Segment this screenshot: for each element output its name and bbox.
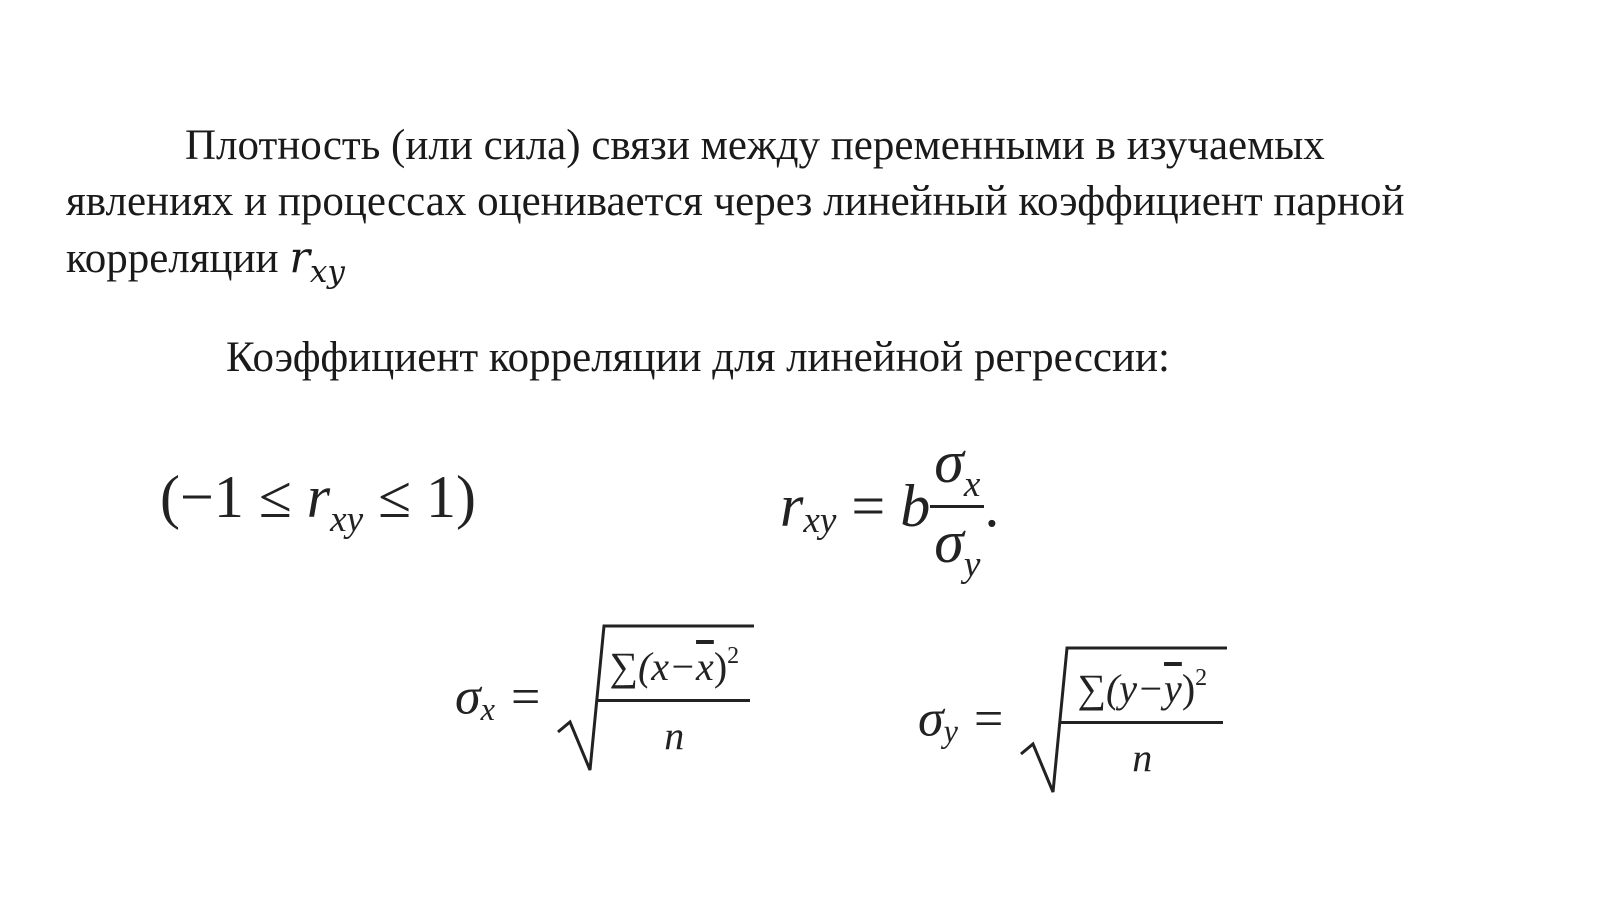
sigma-y-num-bar: $\overline{y}$ <box>1164 665 1182 711</box>
sigma-x-formula <box>455 622 756 772</box>
rxy-num-sub: x <box>963 464 981 506</box>
rxy-num-sigma: σ <box>934 429 964 495</box>
sigma-x-num-close: ) <box>713 643 728 689</box>
sigma-x-fraction-bar <box>598 699 750 702</box>
ineq-r: r <box>306 464 331 530</box>
sigma-y-fraction <box>1061 650 1223 786</box>
sigma-y-fraction-bar <box>1061 721 1223 724</box>
rxy-fraction <box>930 429 984 586</box>
sigma-x-symbol: σ <box>455 668 481 726</box>
sigma-y-sqrt <box>1019 644 1229 794</box>
sigma-x-num-bar: $\overline{x}$ <box>696 643 714 689</box>
sigma-y-num-close: ) <box>1181 665 1196 711</box>
intro-paragraph <box>66 118 1536 290</box>
ineq-open: (−1 ≤ <box>160 464 307 530</box>
rxy-den-sigma: σ <box>934 509 964 575</box>
sigma-y-num-sum: ∑(y− <box>1077 665 1165 711</box>
rxy-formula <box>780 430 999 590</box>
rxy-den-sub: y <box>963 544 981 586</box>
intro-line-1: Плотность (или сила) связи между переменными в изучаемых <box>185 122 1325 169</box>
subtitle: Коэффициент корреляции для линейной регрессии: <box>226 334 1170 381</box>
intro-line-2: явлениях и процессах оценивается через линейный коэффициент парной <box>66 178 1405 225</box>
sigma-x-num-sum: ∑(x− <box>609 643 697 689</box>
sigma-x-sqrt <box>556 622 756 772</box>
sigma-y-num-sup: 2 <box>1195 665 1208 691</box>
sigma-x-num-sup: 2 <box>727 643 740 669</box>
sigma-y-sub: y <box>943 712 958 749</box>
sigma-x-denominator: n <box>664 712 685 758</box>
rxy-r: r <box>780 473 804 539</box>
r-symbol: r <box>289 233 310 283</box>
sigma-y-symbol: σ <box>918 690 944 748</box>
ineq-close: ≤ 1) <box>363 464 477 530</box>
intro-line-3-text: корреляции <box>66 235 290 282</box>
rxy-sub: xy <box>803 500 837 542</box>
rxy-period: . <box>984 473 1000 539</box>
sigma-y-formula <box>918 644 1229 794</box>
inequality-formula <box>160 462 476 541</box>
sigma-y-denominator: n <box>1132 734 1153 780</box>
ineq-sub: xy <box>330 499 364 541</box>
rxy-fraction-bar <box>930 505 984 508</box>
rxy-denominator <box>930 509 984 586</box>
sigma-x-sub: x <box>480 690 495 727</box>
sigma-y-equals: = <box>973 690 1004 748</box>
rxy-b: b <box>900 473 931 539</box>
sigma-x-numerator <box>598 628 750 695</box>
sigma-x-fraction <box>598 628 750 764</box>
r-subscript: xy <box>309 253 345 290</box>
sigma-y-numerator <box>1061 650 1223 717</box>
intro-line-3 <box>66 230 1536 290</box>
rxy-equals: = <box>836 473 901 539</box>
sigma-x-equals: = <box>510 668 541 726</box>
rxy-numerator <box>930 429 984 506</box>
